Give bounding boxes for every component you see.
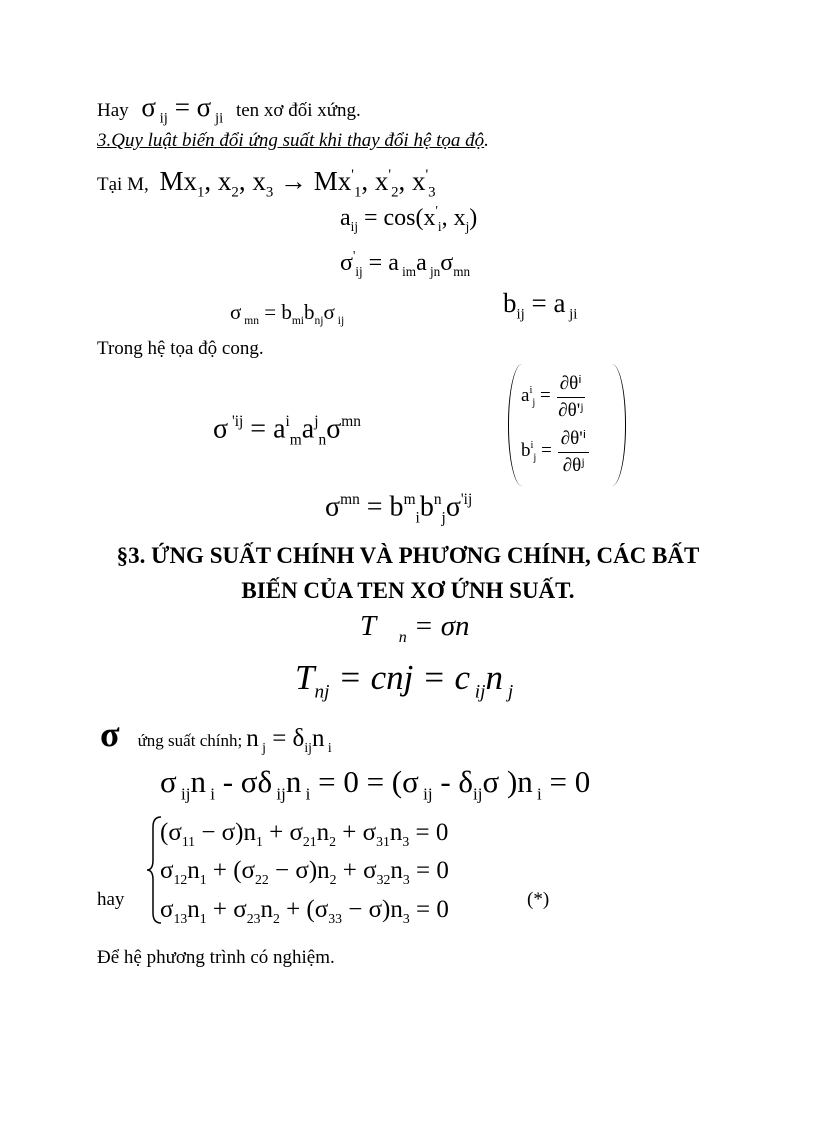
math-token: T [295, 658, 315, 697]
math-token: n [260, 896, 273, 923]
equation-traction-vector [360, 612, 492, 646]
definition-b [521, 427, 589, 477]
math-token: im [398, 263, 417, 279]
math-token: m [289, 431, 302, 449]
math-token: ' [352, 248, 356, 263]
math-token: − σ)n [195, 819, 256, 846]
math-token: mn [453, 263, 471, 279]
math-token: - δ [432, 764, 474, 799]
hay-label-system: hay [97, 889, 125, 910]
math-token: ij [334, 315, 345, 328]
math-token: i [301, 784, 311, 804]
math-token: j [503, 681, 514, 703]
math-token: + σ [336, 857, 377, 884]
math-token: i [437, 218, 442, 234]
math-token: = σ [167, 92, 212, 122]
math-token: (σ [160, 819, 182, 846]
math-token: σ [445, 491, 461, 523]
math-token: σ )n [482, 764, 533, 799]
math-token: i [530, 440, 534, 452]
math-token: ij [469, 681, 486, 703]
math-token: = b [359, 491, 404, 523]
equation-direction-cosine [340, 204, 477, 233]
math-token: n [389, 819, 403, 846]
math-token: 3 [265, 184, 274, 201]
a-denominator: ∂θ'ʲ [558, 400, 584, 421]
math-token: + σ [336, 819, 377, 846]
equation-coordinate-transform [159, 166, 436, 201]
math-token: a [521, 385, 530, 407]
math-token: , x [238, 166, 266, 197]
math-token: = δ [265, 725, 305, 752]
math-token: − σ)n [268, 857, 330, 884]
math-token: ' [425, 167, 429, 183]
math-token: nj [314, 315, 324, 328]
math-token: i [324, 740, 332, 756]
equation-traction-components [295, 660, 513, 702]
math-token: = [535, 385, 551, 407]
math-token: − σ)n [341, 896, 403, 923]
math-token: j [441, 509, 446, 527]
equation-eigen-condition [160, 766, 590, 803]
subheading [97, 131, 489, 150]
math-token: mn [241, 315, 259, 328]
math-token: b [503, 288, 517, 318]
math-token: i [205, 784, 215, 804]
math-token: n [187, 896, 200, 923]
math-token: mi [291, 315, 305, 328]
hay-label: Hay [97, 100, 129, 121]
math-token: + (σ [206, 857, 256, 884]
math-token: ij [155, 110, 168, 127]
math-token: 23 [246, 911, 261, 927]
math-token: 31 [376, 834, 390, 850]
math-token: σ [440, 249, 454, 276]
math-token: 'ij [460, 491, 473, 508]
symmetric-text: ten xơ đối xứng. [235, 100, 361, 121]
math-token: 33 [328, 911, 342, 927]
math-token: n [318, 431, 327, 449]
math-token: = σn⃗ [406, 610, 493, 642]
math-token: 2 [329, 872, 337, 888]
equation-stress-transform [340, 249, 470, 278]
math-token: j [258, 740, 266, 756]
math-token: n [285, 764, 302, 799]
math-token: , x [361, 166, 389, 197]
math-token: ij [350, 218, 358, 234]
math-token: ji [565, 306, 578, 323]
math-token: σ [325, 491, 341, 523]
curvilinear-text: Trong hệ tọa độ cong. [97, 338, 264, 359]
math-token: ' [351, 167, 354, 183]
math-token: = 0 [409, 819, 449, 846]
math-token: b [304, 300, 315, 324]
math-token: = 0 [409, 857, 449, 884]
tai-m-label: Tại M, [97, 174, 149, 196]
math-token: 2 [391, 184, 399, 201]
math-token: Mx [159, 166, 197, 197]
math-token: 2 [329, 834, 337, 850]
math-token: n [398, 629, 407, 647]
math-token: 1 [199, 872, 207, 888]
math-token: n [187, 857, 200, 884]
math-token: σ [160, 857, 174, 884]
b-denominator: ∂θʲ [562, 455, 585, 476]
equation-symmetry [141, 92, 224, 127]
b-lhs [521, 440, 552, 464]
math-token: ' [435, 203, 438, 218]
b-numerator: ∂θ'ⁱ [558, 427, 589, 453]
definition-bracket [508, 364, 626, 486]
math-token: + σ [262, 819, 303, 846]
math-token: 3 [402, 911, 410, 927]
a-numerator: ∂θⁱ [557, 372, 585, 398]
sigma-symbol: σ [100, 714, 120, 754]
math-token: = 0 [409, 896, 449, 923]
math-token: 1 [199, 911, 207, 927]
math-token: mn [341, 413, 361, 430]
math-token: = 0 = (σ [310, 764, 419, 799]
math-token: 22 [255, 872, 269, 888]
math-token: n [190, 764, 206, 799]
math-token: + (σ [279, 896, 329, 923]
math-token: 1 [196, 184, 205, 201]
math-token: mn [340, 491, 360, 508]
math-token: σ [230, 300, 242, 324]
math-token: n [390, 857, 403, 884]
math-token: j [532, 397, 536, 409]
section-heading-line2: BIẾN CỦA TEN XƠ ỨNH SUẤT. [241, 578, 575, 603]
math-token: = a [243, 413, 286, 445]
math-token: = a [362, 249, 399, 276]
math-token: jn [426, 263, 441, 279]
math-token: 12 [173, 872, 188, 888]
math-token: m [403, 491, 416, 508]
math-token: 2 [231, 184, 239, 201]
math-token: i [532, 784, 542, 804]
math-token: ) [469, 204, 478, 231]
math-token: n [311, 725, 325, 752]
math-token: i [285, 413, 290, 430]
subheading-period: . [484, 130, 489, 151]
a-lhs [521, 385, 551, 409]
section-heading-line1: §3. ỨNG SUẤT CHÍNH VÀ PHƯƠNG CHÍNH, CÁC BẤT [116, 543, 700, 568]
math-token: σ [160, 764, 177, 799]
line-transform [97, 168, 436, 201]
math-token: 1 [353, 184, 362, 201]
math-token: , x [441, 204, 466, 231]
math-token: n [485, 658, 503, 697]
equation-principal-normal [246, 725, 332, 756]
math-token: 11 [181, 834, 196, 850]
math-token: 3 [402, 872, 410, 888]
math-token: ij [272, 784, 286, 804]
math-token: σ [213, 413, 229, 445]
math-token: 2 [272, 911, 280, 927]
math-token: ji [211, 110, 224, 127]
math-token: = 0 [541, 764, 591, 799]
math-token: σ [323, 300, 335, 324]
math-token: = [536, 440, 552, 462]
math-token: , x [398, 166, 426, 197]
math-token: a [340, 204, 351, 231]
math-token: a [416, 249, 427, 276]
line-principal-stress [100, 716, 332, 755]
equation-b-definition [503, 290, 577, 323]
math-token: → Mx [273, 166, 352, 197]
math-token: j [314, 413, 319, 430]
math-token: b [521, 440, 531, 462]
math-token: j [533, 452, 537, 464]
math-token: = cos(x [357, 204, 436, 231]
math-token: = b [258, 300, 292, 324]
math-token: + σ [206, 896, 247, 923]
subheading-text: 3.Quy luật biến đổi ứng suất khi thay đổi hệ tọa độ [97, 130, 485, 151]
equation-tag: (*) [527, 889, 550, 910]
math-token: ij [473, 784, 483, 804]
system-row-2 [160, 858, 449, 887]
equation-curvilinear-transform [213, 414, 361, 448]
math-token: n [433, 491, 442, 508]
system-row-1 [160, 820, 448, 849]
math-token: b [419, 491, 434, 523]
equation-inverse-transform [230, 302, 344, 328]
math-token: σ [326, 413, 342, 445]
math-token: a [301, 413, 315, 445]
math-token: T⃗ [360, 610, 399, 642]
math-token: ij [418, 784, 433, 804]
math-token: n [316, 819, 330, 846]
math-token: 1 [255, 834, 263, 850]
math-token: i [415, 509, 420, 527]
math-token: nj [314, 681, 330, 703]
equation-curvilinear-inverse [325, 492, 472, 526]
line-symmetric [97, 94, 361, 127]
math-token: σ [340, 249, 353, 276]
math-token: 'ij [228, 413, 244, 430]
math-token: ij [516, 306, 525, 323]
math-token: 21 [302, 834, 317, 850]
math-token: - σδ [214, 764, 273, 799]
math-token: ij [304, 740, 312, 756]
math-token: 3 [428, 184, 436, 201]
principal-stress-label: ứng suất chính; [137, 731, 243, 750]
math-token: ij [176, 784, 191, 804]
math-token: j [465, 218, 470, 234]
definition-a [521, 372, 585, 422]
math-token: σ [141, 92, 156, 122]
math-token: = a [524, 288, 566, 318]
math-token: = cnj = c [329, 658, 470, 697]
math-token: 13 [173, 911, 188, 927]
math-token: σ [160, 896, 174, 923]
conclusion-text: Để hệ phương trình có nghiệm. [97, 947, 335, 968]
system-row-3 [160, 897, 449, 926]
math-token: ' [388, 167, 392, 183]
math-token: ij [355, 263, 363, 279]
math-token: 3 [402, 834, 410, 850]
math-token: , x [204, 166, 232, 197]
math-token: n [246, 725, 259, 752]
math-token: i [529, 385, 533, 397]
math-token: 32 [376, 872, 391, 888]
